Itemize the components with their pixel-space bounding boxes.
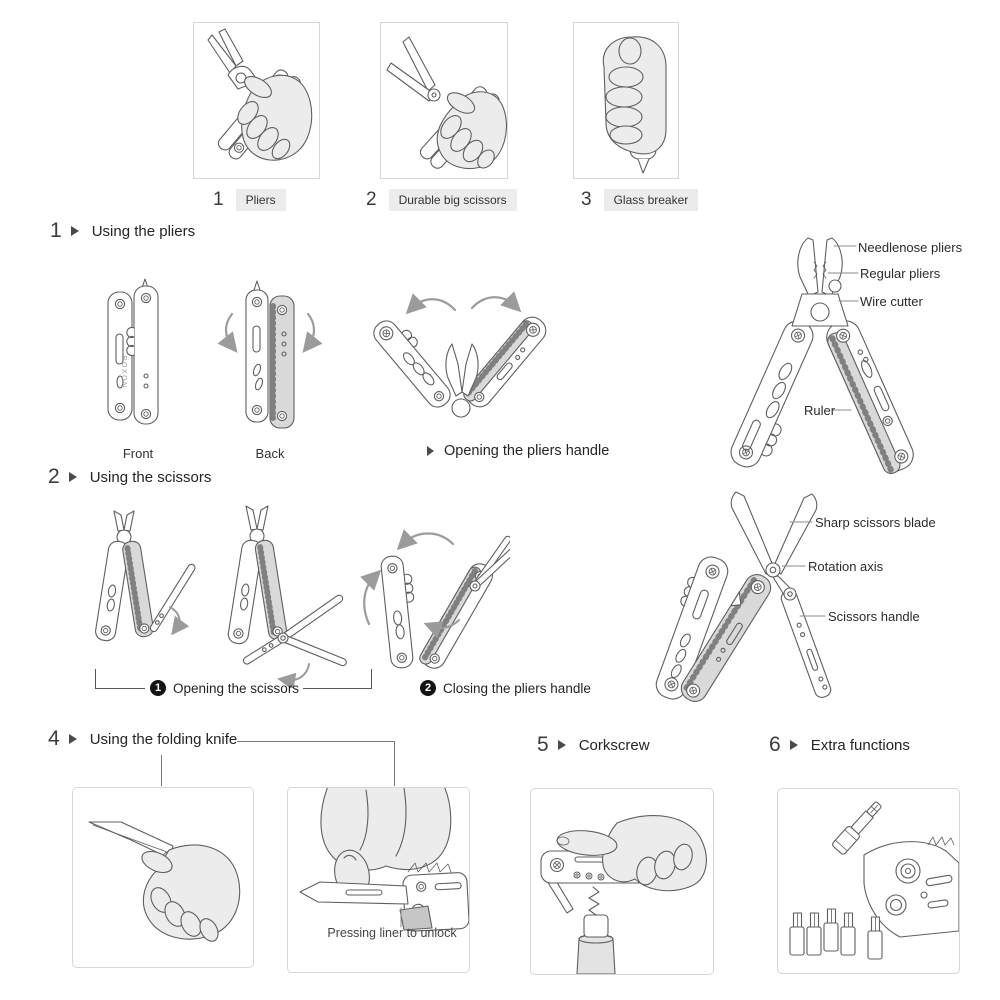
scissors-handle: [779, 589, 832, 700]
triangle-right-icon: [69, 472, 77, 482]
bottle-neck: [577, 935, 615, 975]
bit-driver: [831, 799, 884, 856]
triangle-right-icon: [427, 446, 434, 456]
step-bracket-left: [95, 669, 145, 689]
screwdriver-bits-set: [790, 909, 882, 959]
curved-arrow-icon: [412, 299, 455, 310]
opening-pliers-illustration: [360, 286, 558, 434]
tool-front-illustration: [98, 276, 174, 434]
section-title: Corkscrew: [578, 736, 650, 754]
section-header-using-pliers: [50, 218, 195, 244]
triangle-right-icon: [558, 740, 566, 750]
annotation-regular-pliers: Regular pliers: [860, 266, 941, 281]
section-title: Using the scissors: [89, 468, 212, 486]
extra-functions-illustration: [778, 789, 959, 973]
section-title: Using the pliers: [91, 222, 196, 240]
section-title: Using the folding knife: [89, 730, 238, 748]
scissors-in-hand-illustration: [381, 23, 507, 178]
triangle-right-icon: [71, 226, 79, 236]
pliers-in-hand-illustration: [194, 23, 319, 178]
triangle-right-icon: [790, 740, 798, 750]
curved-arrow-icon: [472, 297, 515, 308]
corkscrew-box: [530, 788, 714, 975]
feature-box-glass-breaker: [573, 22, 679, 179]
knife-open-illustration: [73, 788, 253, 967]
scissors-open-illustration: [205, 496, 350, 688]
section-header-corkscrew: [537, 732, 650, 758]
feature-box-scissors: [380, 22, 508, 179]
step-number-badge: 2: [420, 680, 436, 696]
step-number-badge: 1: [150, 680, 166, 696]
knife-unlock-illustration: [288, 788, 469, 972]
feature-label-chip: Glass breaker: [604, 189, 699, 211]
section-header-folding-knife: [48, 726, 237, 752]
section-title: Extra functions: [810, 736, 910, 754]
connector-line: [237, 741, 395, 742]
corkscrew-coil: [589, 887, 599, 915]
front-caption: Front: [122, 446, 154, 461]
curved-arrow-icon: [226, 314, 232, 346]
section-number: 5: [537, 733, 549, 756]
connector-line: [161, 755, 162, 786]
left-handle: [727, 317, 826, 475]
knife-unlock-note: Pressing liner to unlock: [327, 926, 457, 940]
back-caption: Back: [255, 446, 285, 461]
feature-box-pliers: [193, 22, 320, 179]
section-header-using-scissors: [48, 464, 211, 490]
step1-caption: 1 Opening the scissors: [150, 680, 299, 696]
curved-arrow-icon: [308, 314, 314, 346]
connector-line: [394, 741, 395, 786]
feature-caption-scissors: [366, 189, 517, 211]
step-bracket-right: [303, 669, 372, 689]
section-number: 1: [50, 219, 62, 242]
section-number: 4: [48, 727, 60, 750]
step2-caption: 2 Closing the pliers handle: [420, 680, 591, 696]
opening-pliers-caption: Opening the pliers handle: [427, 443, 609, 459]
curved-arrow-icon: [403, 534, 453, 545]
knife-open-box: [72, 787, 254, 968]
section-number: 2: [48, 465, 60, 488]
right-handle-ruler: [822, 316, 918, 476]
annotation-sharp-scissors-blade: Sharp scissors blade: [815, 515, 936, 530]
closing-pliers-handle-illustration: [355, 524, 510, 679]
cork: [584, 915, 608, 937]
annotation-ruler: Ruler: [804, 403, 836, 418]
feature-label-chip: Durable big scissors: [389, 189, 517, 211]
annotation-scissors-handle: Scissors handle: [828, 609, 920, 624]
curved-arrow-icon: [170, 607, 179, 629]
tool-back-illustration: [218, 270, 322, 438]
feature-caption-pliers: [213, 189, 286, 211]
feature-caption-glass-breaker: [581, 189, 698, 211]
feature-number: 2: [366, 189, 377, 210]
extra-functions-box: [777, 788, 960, 974]
corkscrew-illustration: [531, 789, 713, 974]
section-header-extra-functions: [769, 732, 910, 758]
annotation-needlenose-pliers: Needlenose pliers: [858, 240, 963, 255]
scissors-blades: [731, 492, 817, 577]
annotation-wire-cutter: Wire cutter: [860, 294, 923, 309]
feature-number: 3: [581, 189, 592, 210]
triangle-right-icon: [69, 734, 77, 744]
feature-label-chip: Pliers: [236, 189, 286, 211]
knife-unlock-box: [287, 787, 470, 973]
curved-arrow-icon: [364, 576, 375, 624]
scissors-opening-step1-illustration: [78, 503, 196, 653]
feature-number: 1: [213, 189, 224, 210]
section-number: 6: [769, 733, 781, 756]
glass-breaker-illustration: [574, 23, 678, 178]
brand-text: ROXON: [120, 355, 127, 389]
pliers-head: [792, 238, 848, 326]
pliers-annotated-illustration: [698, 232, 998, 484]
annotation-rotation-axis: Rotation axis: [808, 559, 884, 574]
